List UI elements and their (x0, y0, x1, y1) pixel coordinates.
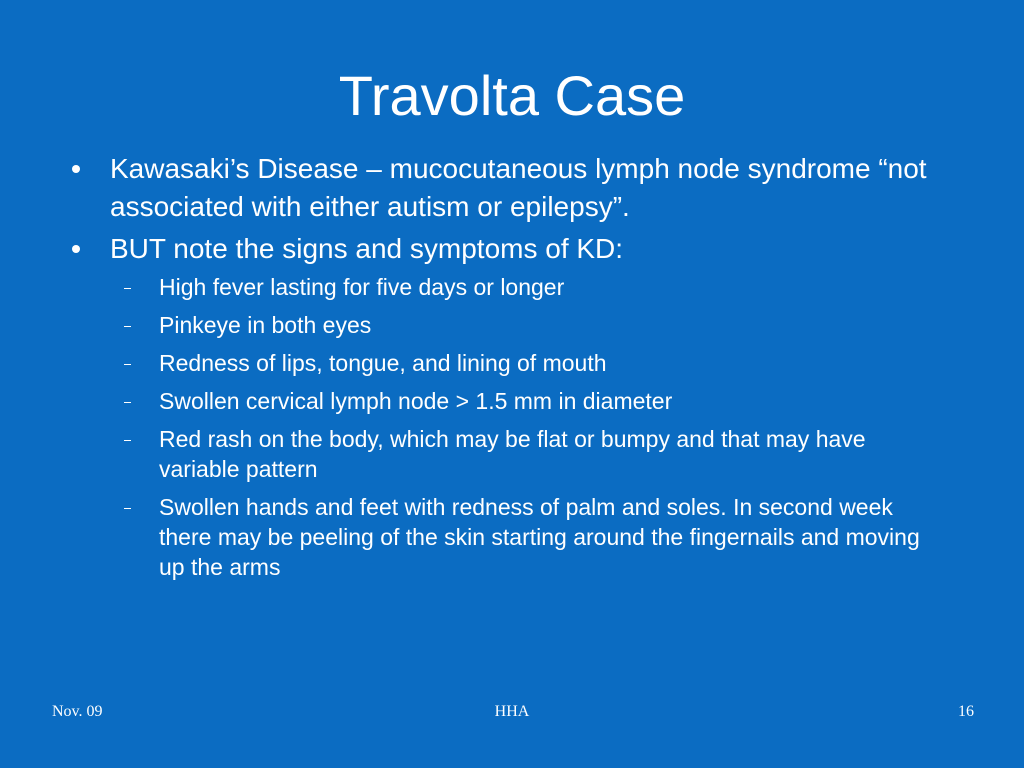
sub-bullet-item (159, 310, 970, 340)
sub-bullet-item (159, 272, 970, 302)
round-bullet-icon (72, 165, 80, 173)
sub-bullet-text: Redness of lips, tongue, and lining of mouth (159, 350, 607, 376)
footer-organization: HHA (494, 703, 530, 720)
slide-title: Travolta Case (338, 64, 686, 127)
dash-bullet-icon (124, 508, 131, 509)
dash-bullet-icon (124, 440, 131, 441)
sub-bullet-text: Swollen hands and feet with redness of palm and soles. In second week there may be peeling of the skin starting around the fingernails and moving up the arms (159, 494, 920, 580)
bullet-text: BUT note the signs and symptoms of KD: (110, 233, 624, 264)
sub-bullet-text: Red rash on the body, which may be flat or bumpy and that may have variable pattern (159, 426, 866, 482)
bullet-item-kawasaki (70, 150, 970, 226)
dash-bullet-icon (124, 326, 131, 327)
dash-bullet-icon (124, 364, 131, 365)
sub-bullet-item (159, 348, 970, 378)
sub-bullet-item (159, 492, 970, 582)
sub-bullet-text: Pinkeye in both eyes (159, 312, 372, 338)
footer-page-number: 16 (958, 703, 974, 720)
sub-bullet-text: Swollen cervical lymph node > 1.5 mm in diameter (159, 388, 673, 414)
sub-bullet-text: High fever lasting for five days or longer (159, 274, 565, 300)
bullet-item-signs (70, 230, 970, 268)
dash-bullet-icon (124, 402, 131, 403)
sub-bullet-item (159, 424, 970, 484)
bullet-text: Kawasaki’s Disease – mucocutaneous lymph node syndrome “not associated with either autism or epilepsy”. (110, 153, 927, 222)
symptoms-sublist (70, 272, 970, 582)
dash-bullet-icon (124, 288, 131, 289)
sub-bullet-item (159, 386, 970, 416)
round-bullet-icon (72, 245, 80, 253)
slide-body (70, 150, 970, 590)
footer-date: Nov. 09 (52, 703, 103, 720)
